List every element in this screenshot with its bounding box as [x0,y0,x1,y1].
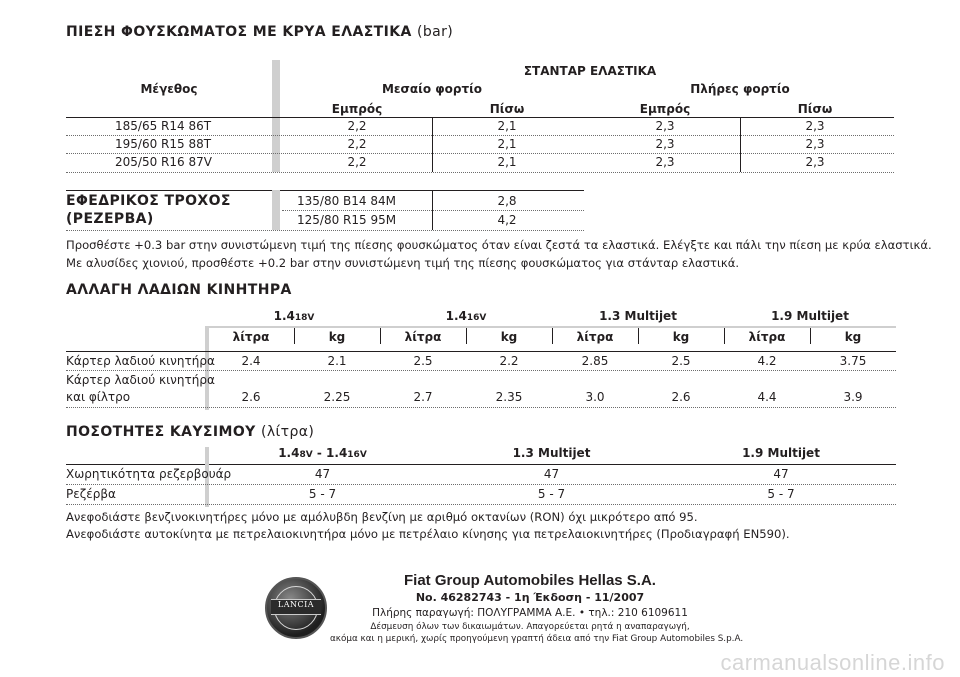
column-divider [810,328,811,344]
engine-heading: 1.416V [445,309,487,323]
row-separator [66,135,894,136]
tyre-section-title: ΠΙΕΣΗ ΦΟΥΣΚΩΜΑΤΟΣ ΜΕ ΚΡΥΑ ΕΛΑΣΤΙΚΑ (bar) [66,24,454,40]
column-divider [294,328,295,344]
medium-front-heading: Εμπρός [331,102,383,116]
tyre-note-chains: Με αλυσίδες χιονιού, προσθέστε +0.2 bar στην συνιστώμενη τιμή της πίεσης φουσκώματος για στάνταρ ελαστικά. [66,256,740,270]
tyre-note-hot: Προσθέστε +0.3 bar στην συνιστώμενη τιμή της πίεσης φουσκώματος όταν είναι ζεστά τα ελαστικά. Ελέγξτε και πάλι την πίεση με κρύα ελαστικά. [66,238,932,252]
row-separator [66,172,894,173]
fuel-note-petrol: Ανεφοδιάστε βενζινοκινητήρες μόνο με αμόλυβδη βενζίνη με αριθμό οκτανίων (RON) όχι μικρότερο από 95. [66,510,698,524]
company-name: Fiat Group Automobiles Hellas S.A. [404,572,656,589]
value-cell: 2,3 [805,155,825,169]
value-cell: 2,2 [347,137,367,151]
value-cell: 2.6 [241,390,261,404]
table-rule [66,464,896,465]
table-rule [66,117,894,118]
litres-heading: λίτρα [576,330,614,344]
kg-heading: kg [844,330,862,344]
value-cell: 2.25 [323,390,351,404]
full-load-heading: Πλήρες φορτίο [690,82,790,96]
row-separator [282,210,584,211]
value-cell: 2,3 [805,137,825,151]
litres-heading: λίτρα [232,330,270,344]
column-divider [724,328,725,344]
column-separator [272,60,280,172]
oil-section-title: ΑΛΛΑΓΗ ΛΑΔΙΩΝ ΚΙΝΗΤΗΡΑ [66,282,292,298]
table-rule [66,351,896,352]
value-cell: 5 - 7 [767,487,795,501]
kg-heading: kg [500,330,518,344]
kg-heading: kg [328,330,346,344]
value-cell: 2,3 [655,137,675,151]
watermark: carmanualsonline.info [720,650,945,675]
row-label: Κάρτερ λαδιού κινητήρα [66,354,215,368]
value-cell: 2,3 [655,119,675,133]
value-cell: 2,1 [497,119,517,133]
column-divider [380,328,381,344]
spare-table-rule [66,190,584,191]
fuel-engine-heading: 1.3 Multijet [512,446,591,460]
standard-tyres-heading: ΣΤΑΝΤΑΡ ΕΛΑΣΤΙΚΑ [523,64,657,78]
row-label: Κάρτερ λαδιού κινητήρα [66,373,215,387]
rights-notice: ακόμα και η μερική, χωρίς προηγούμενη γραπτή άδεια από την Fiat Group Automobiles S.p.A. [330,634,744,644]
fuel-engine-heading: 1.9 Multijet [742,446,820,460]
value-cell: 3.75 [839,354,867,368]
production-credit: Πλήρης παραγωγή: ΠΟΛΥΓΡΑΜΜΑ Α.Ε. • τηλ.: 210 6109611 [372,607,688,619]
logo-text: LANCIA [277,600,315,609]
row-label: Ρεζέρβα [66,487,116,501]
medium-load-heading: Μεσαίο φορτίο [381,82,483,96]
value-cell: 2,1 [497,137,517,151]
fuel-section-title: ΠΟΣΟΤΗΤΕΣ ΚΑΥΣΙΜΟΥ (λίτρα) [66,424,315,440]
tyre-size: 205/50 R16 87V [115,155,212,169]
engine-heading: 1.3 Multijet [599,309,677,323]
value-cell: 2,2 [347,119,367,133]
spare-size: 135/80 B14 84M [297,194,396,208]
size-heading: Μέγεθος [140,82,198,96]
litres-heading: λίτρα [748,330,786,344]
value-cell: 4.4 [757,390,777,404]
value-cell: 2,2 [347,155,367,169]
row-separator [66,370,896,371]
value-cell: 2.6 [671,390,691,404]
value-cell: 47 [773,467,789,481]
row-label: Χωρητικότητα ρεζερβουάρ [66,467,232,481]
full-front-heading: Εμπρός [639,102,691,116]
publication-number: No. 46282743 - 1η Έκδοση - 11/2007 [415,591,645,604]
value-cell: 2.2 [499,354,519,368]
row-separator [66,230,584,231]
row-separator [66,484,896,485]
full-rear-heading: Πίσω [797,102,833,116]
value-cell: 2.7 [413,390,433,404]
value-cell: 2.4 [241,354,261,368]
row-separator [66,407,896,408]
row-separator [66,153,894,154]
value-cell: 2.5 [413,354,433,368]
column-divider [638,328,639,344]
litres-heading: λίτρα [404,330,442,344]
value-cell: 47 [543,467,560,481]
value-cell: 2.85 [581,354,609,368]
row-separator [66,504,896,505]
value-cell: 5 - 7 [537,487,566,501]
spare-value: 4,2 [497,213,517,227]
lancia-logo [265,577,327,639]
value-cell: 5 - 7 [308,487,337,501]
value-cell: 2.35 [495,390,523,404]
spare-wheel-title: ΕΦΕΔΡΙΚΟΣ ΤΡΟΧΟΣ [66,193,231,209]
spare-size: 125/80 R15 95M [297,213,397,227]
spare-wheel-subtitle: (ΡΕΖΕΡΒΑ) [66,211,154,227]
value-cell: 3.9 [843,390,863,404]
column-separator [272,190,280,230]
rights-notice: Δέσμευση όλων των δικαιωμάτων. Απαγορεύεται ρητά η αναπαραγωγή, [370,622,690,632]
column-divider [552,328,553,344]
row-label: και φίλτρο [66,390,131,404]
value-cell: 2,1 [497,155,517,169]
kg-heading: kg [672,330,690,344]
value-cell: 4.2 [757,354,777,368]
value-cell: 2,3 [655,155,675,169]
fuel-note-diesel: Ανεφοδιάστε αυτοκίνητα με πετρελαιοκινητήρα μόνο με πετρέλαιο κίνησης για πετρελαιοκινητήρες (Προδιαγραφή EN590). [66,527,790,541]
engine-heading: 1.418V [273,309,315,323]
value-cell: 2.5 [671,354,691,368]
tyre-size: 195/60 R15 88T [115,137,212,151]
fuel-engine-heading: 1.48V - 1.416V [278,446,367,460]
spare-value: 2,8 [497,194,517,208]
engine-heading: 1.9 Multijet [771,309,849,323]
value-cell: 2.1 [327,354,347,368]
tyre-size: 185/65 R14 86T [115,119,212,133]
value-cell: 2,3 [805,119,825,133]
value-cell: 47 [314,467,331,481]
value-cell: 3.0 [585,390,605,404]
medium-rear-heading: Πίσω [489,102,525,116]
column-divider [466,328,467,344]
